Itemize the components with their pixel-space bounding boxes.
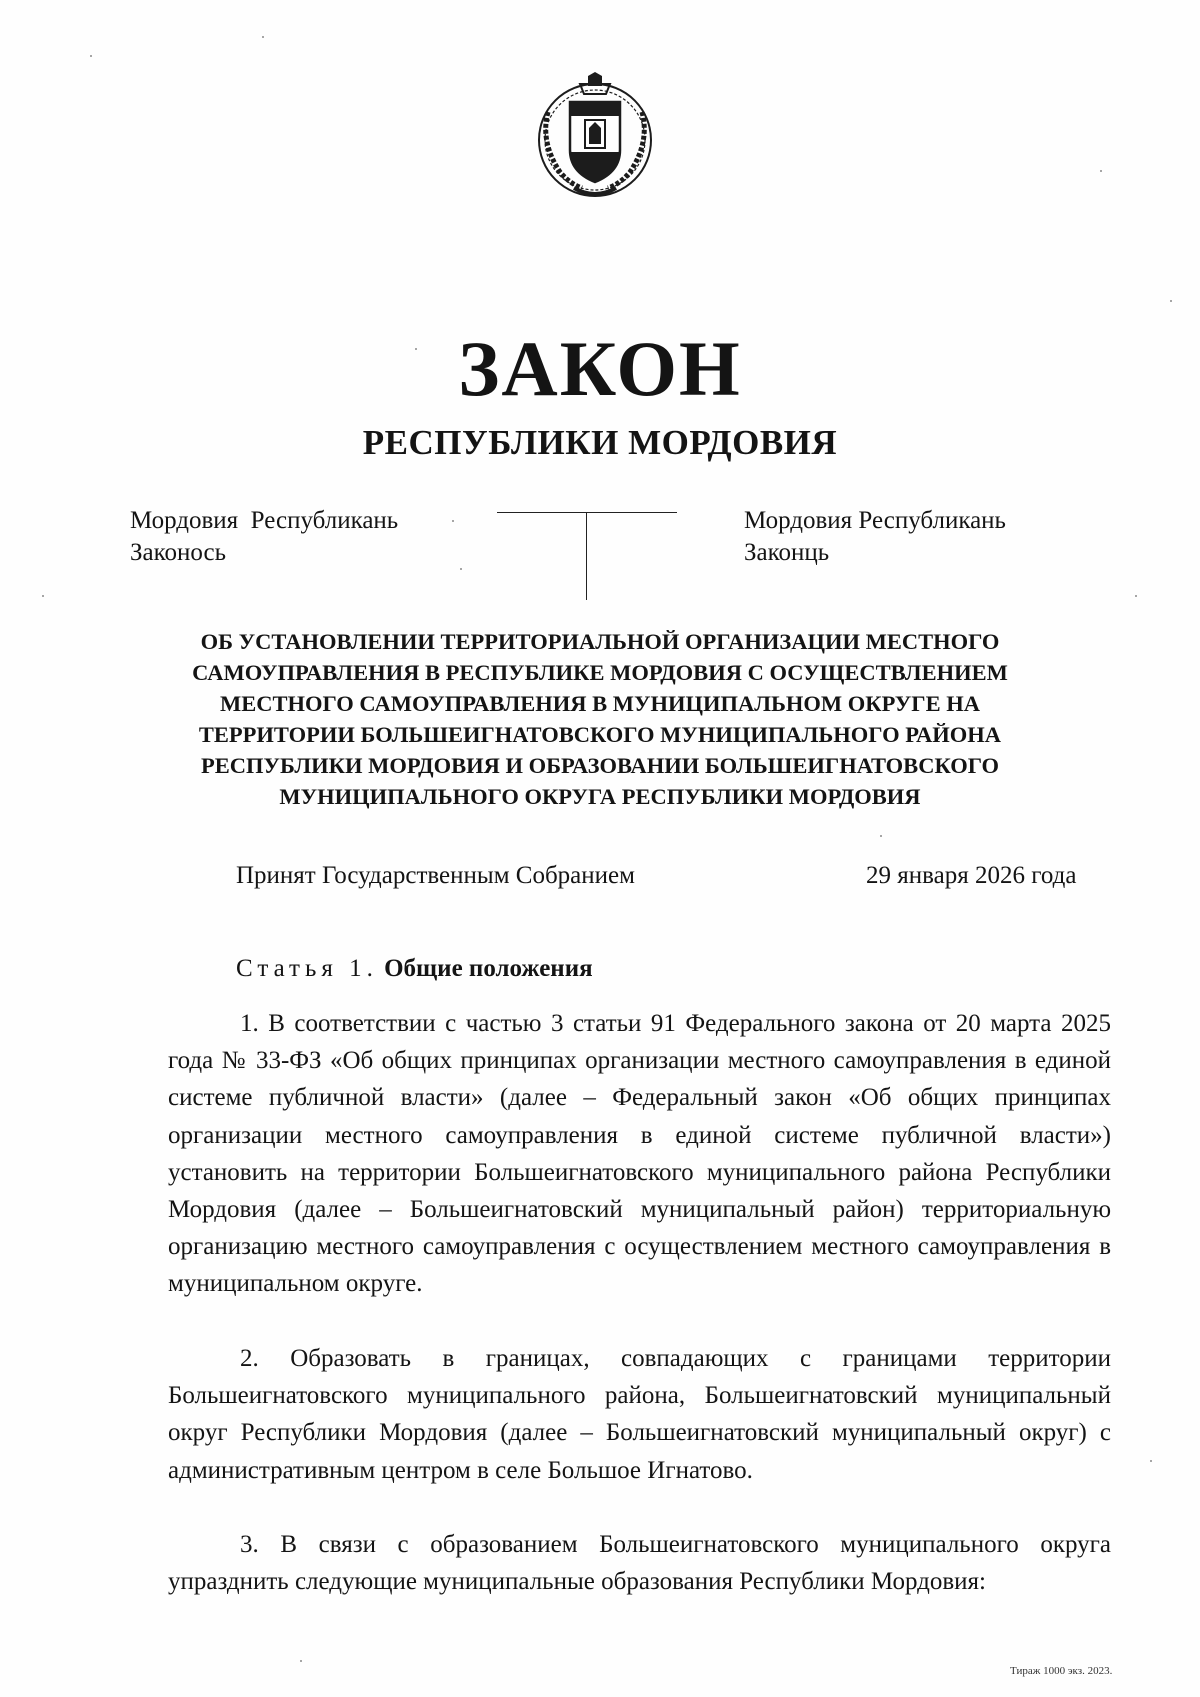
divider-horizontal (497, 512, 677, 513)
scan-speck (452, 520, 454, 522)
law-subtitle: РЕСПУБЛИКИ МОРДОВИЯ (362, 423, 838, 462)
scan-speck (300, 1660, 302, 1662)
scan-speck (1100, 170, 1102, 172)
paragraph-3 (168, 1526, 1111, 1600)
scan-speck (880, 835, 882, 837)
scan-speck (1135, 595, 1137, 597)
article-heading (236, 955, 593, 983)
moksha-right-line2: Законць (744, 539, 830, 566)
paragraph-1 (168, 1005, 1111, 1303)
heading-line: РЕСПУБЛИКИ МОРДОВИЯ И ОБРАЗОВАНИИ БОЛЬШЕИГНАТОВСКОГО (201, 753, 999, 778)
paragraph-text: 1. В соответствии с частью 3 статьи 91 Федерального закона от 20 марта 2025 года № 33-ФЗ «Об общих принципах организации местного самоуправления в единой системе публичной власти» (далее – Федеральный закон «Об общих принципах организации местного самоуправления в единой системе публичной власти») установить на территории Большеигнатовского муниципального района Республики Мордовия (далее – Большеигнатовский муниципальный район) территориальную организацию местного самоуправления с осуществлением местного самоуправления в муниципальном округе. (168, 1010, 1111, 1298)
moksha-title-right (744, 505, 1006, 569)
scan-speck (1170, 300, 1172, 302)
law-heading (150, 626, 1050, 812)
adoption-date: 29 января 2026 года (866, 862, 1077, 889)
scan-speck (262, 36, 264, 38)
paragraph-text: 3. В связи с образованием Большеигнатовского муниципального округа упразднить следующие муниципальные образования Республики Мордовия: (168, 1531, 1111, 1596)
print-run-note: Тираж 1000 экз. 2023. (1010, 1665, 1113, 1677)
article-title: Общие положения (384, 955, 593, 982)
heading-line: ОБ УСТАНОВЛЕНИИ ТЕРРИТОРИАЛЬНОЙ ОРГАНИЗАЦИИ МЕСТНОГО (200, 629, 1000, 654)
paragraph-2 (168, 1340, 1111, 1489)
heading-line: МУНИЦИПАЛЬНОГО ОКРУГА РЕСПУБЛИКИ МОРДОВИЯ (279, 784, 921, 809)
scan-speck (1150, 1460, 1152, 1462)
heading-line: САМОУПРАВЛЕНИЯ В РЕСПУБЛИКЕ МОРДОВИЯ С ОСУЩЕСТВЛЕНИЕМ (192, 660, 1008, 685)
moksha-right-line1: Мордовия Республикань (744, 507, 1006, 534)
scan-speck (42, 595, 44, 597)
heading-line: МЕСТНОГО САМОУПРАВЛЕНИЯ В МУНИЦИПАЛЬНОМ ОКРУГЕ НА (219, 691, 980, 716)
divider-vertical (586, 512, 587, 600)
coat-of-arms-icon (530, 72, 660, 202)
paragraph-text: 2. Образовать в границах, совпадающих с границами территории Большеигнатовского муниципального района, Большеигнатовский муниципальный округ Республики Мордовия (далее – Большеигнатовский муниципальный округ) с административным центром в селе Большое Игнатово. (168, 1345, 1111, 1484)
law-title: ЗАКОН (458, 325, 742, 412)
moksha-left-line2: Законось (130, 539, 226, 566)
moksha-left-line1: Мордовия Республикань (130, 507, 399, 534)
scan-speck (460, 568, 462, 570)
adopted-by: Принят Государственным Собранием (236, 862, 635, 889)
scan-speck (90, 55, 92, 57)
article-label: Статья 1. (236, 955, 378, 982)
heading-line: ТЕРРИТОРИИ БОЛЬШЕИГНАТОВСКОГО МУНИЦИПАЛЬНОГО РАЙОНА (198, 722, 1002, 747)
moksha-title-left (130, 505, 398, 569)
